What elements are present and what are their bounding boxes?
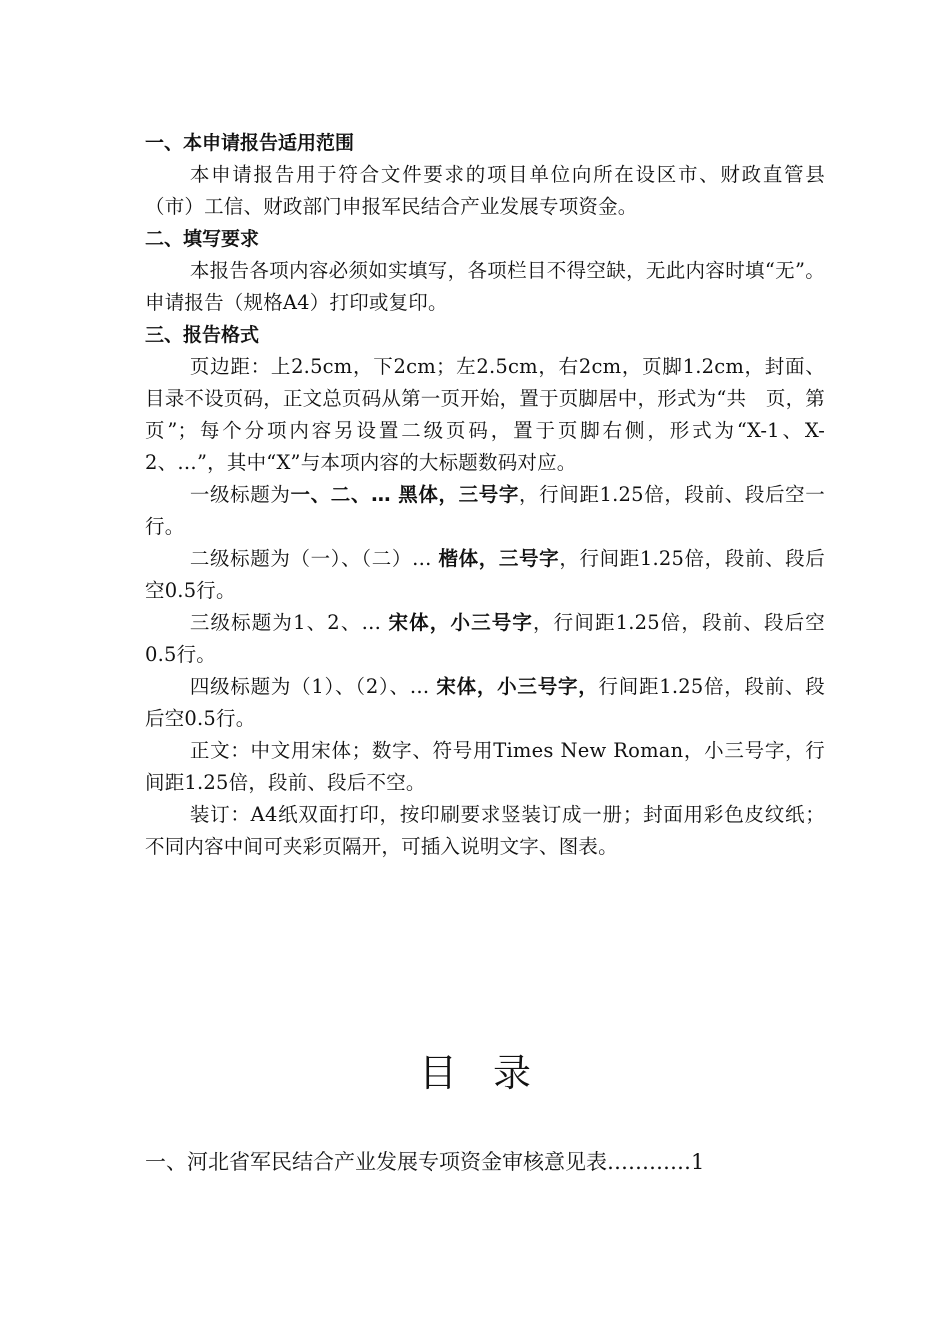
toc-entry-page: 1 xyxy=(691,1150,705,1174)
text-run: ，行间距1.25倍，段前、段后空0.5行。 xyxy=(145,547,826,602)
bold-text-run: 一、二、… 黑体，三号字 xyxy=(290,483,520,506)
bold-text-run: 楷体，三号字 xyxy=(438,547,560,570)
text-run: 一级标题为 xyxy=(189,483,291,506)
text-run: 本报告各项内容必须如实填写，各项栏目不得空缺，无此内容时填“无”。申请报告（规格A4）打印或复印。 xyxy=(145,259,825,314)
body-paragraph xyxy=(145,735,825,799)
document-body xyxy=(145,127,845,863)
body-paragraph xyxy=(145,159,825,223)
body-paragraph xyxy=(145,255,825,319)
text-run: 三级标题为1、2、… xyxy=(189,611,389,634)
text-run: ，行间距1.25倍，段前、段后空0.5行。 xyxy=(145,611,825,666)
body-paragraph xyxy=(145,351,845,479)
text-run: 行间距1.25倍，段前、段后空0.5行。 xyxy=(145,675,825,730)
toc-entry[interactable] xyxy=(145,1145,835,1179)
toc-entry-leader: ………… xyxy=(607,1150,691,1174)
body-paragraph xyxy=(145,607,825,671)
bold-text-run: 宋体，小三号字 xyxy=(388,611,534,634)
text-run: 装订：A4纸双面打印，按印刷要求竖装订成一册；封面用彩色皮纹纸；不同内容中间可夹彩页隔开，可插入说明文字、图表。 xyxy=(145,803,825,858)
text-run: 本申请报告用于符合文件要求的项目单位向所在设区市、财政直管县（市）工信、财政部门申报军民结合产业发展专项资金。 xyxy=(145,163,825,218)
section-heading: 三、报告格式 xyxy=(145,324,260,346)
toc-title: 目录 xyxy=(418,1051,567,1095)
text-run: ，行间距1.25倍，段前、段后空一行。 xyxy=(145,483,825,538)
text-run: 页边距：上2.5cm，下2cm；左2.5cm，右2cm，页脚1.2cm，封面、目录不设页码，正文总页码从第一页开始，置于页脚居中，形式为“共 页，第 页”；每个分项内容另设置二级页码，置于页脚右侧，形式为“X-1、X-2、…”，其中“X”与本项内容的大标题数码对应。 xyxy=(145,355,845,474)
body-paragraph xyxy=(145,671,825,735)
text-run: 二级标题为（一）、（二）… xyxy=(189,547,439,570)
body-paragraph xyxy=(145,543,825,607)
bold-text-run: 宋体，小三号字， xyxy=(436,675,599,698)
toc-entry-label: 一、河北省军民结合产业发展专项资金审核意见表 xyxy=(145,1150,607,1174)
text-run: 正文：中文用宋体；数字、符号用Times New Roman，小三号字，行间距1.25倍，段前、段后不空。 xyxy=(145,739,825,794)
section-heading: 二、填写要求 xyxy=(145,228,260,250)
text-run: 四级标题为（1）、（2）、… xyxy=(189,675,437,698)
section-heading: 一、本申请报告适用范围 xyxy=(145,132,355,154)
body-paragraph xyxy=(145,799,825,863)
body-paragraph xyxy=(145,479,825,543)
